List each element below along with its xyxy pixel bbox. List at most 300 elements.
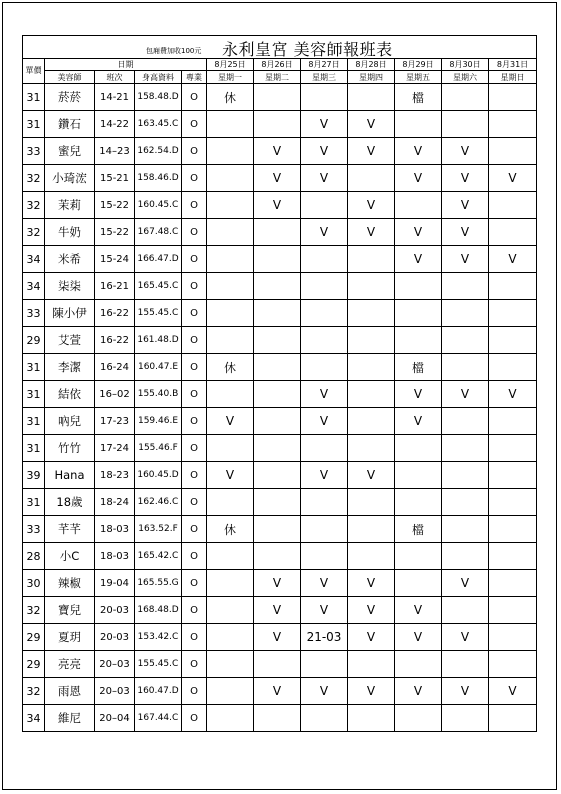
measurements-cell: 155.45.C bbox=[135, 300, 182, 327]
day-cell bbox=[348, 489, 395, 516]
day-cell: V bbox=[348, 624, 395, 651]
day-cell: 21-03 bbox=[301, 624, 348, 651]
special-cell: O bbox=[182, 138, 207, 165]
rate-cell: 32 bbox=[23, 597, 45, 624]
rate-header: 單價 bbox=[23, 59, 45, 84]
day-cell: V bbox=[442, 246, 489, 273]
day-cell: V bbox=[254, 624, 301, 651]
subtitle: 包廂費加收100元 bbox=[146, 47, 202, 55]
special-cell: O bbox=[182, 327, 207, 354]
day-cell: V bbox=[442, 624, 489, 651]
date-header: 8月29日 bbox=[395, 59, 442, 71]
day-cell: V bbox=[442, 381, 489, 408]
measurements-cell: 166.47.D bbox=[135, 246, 182, 273]
day-cell bbox=[348, 381, 395, 408]
measurements-cell: 160.45.C bbox=[135, 192, 182, 219]
day-cell bbox=[395, 435, 442, 462]
shift-cell: 15-21 bbox=[95, 165, 135, 192]
day-cell bbox=[442, 327, 489, 354]
special-cell: O bbox=[182, 543, 207, 570]
rate-cell: 31 bbox=[23, 489, 45, 516]
day-cell bbox=[442, 705, 489, 732]
day-cell: V bbox=[254, 138, 301, 165]
rate-cell: 31 bbox=[23, 111, 45, 138]
day-cell bbox=[489, 597, 537, 624]
rate-cell: 30 bbox=[23, 570, 45, 597]
day-cell bbox=[207, 651, 254, 678]
day-cell: V bbox=[489, 246, 537, 273]
day-cell bbox=[207, 273, 254, 300]
day-cell: 檔 bbox=[395, 84, 442, 111]
day-cell bbox=[301, 489, 348, 516]
name-cell: 吶兒 bbox=[45, 408, 95, 435]
rate-cell: 31 bbox=[23, 84, 45, 111]
measurements-cell: 160.45.D bbox=[135, 462, 182, 489]
name-cell: 牛奶 bbox=[45, 219, 95, 246]
day-cell bbox=[207, 165, 254, 192]
day-cell bbox=[395, 570, 442, 597]
day-cell: V bbox=[395, 381, 442, 408]
day-cell bbox=[348, 84, 395, 111]
day-cell: V bbox=[348, 192, 395, 219]
rate-cell: 32 bbox=[23, 165, 45, 192]
day-cell bbox=[254, 111, 301, 138]
special-cell: O bbox=[182, 408, 207, 435]
shift-cell: 14-22 bbox=[95, 111, 135, 138]
table-row bbox=[23, 84, 537, 111]
table-row bbox=[23, 381, 537, 408]
name-cell: 竹竹 bbox=[45, 435, 95, 462]
day-cell: V bbox=[348, 219, 395, 246]
rate-cell: 31 bbox=[23, 381, 45, 408]
day-cell bbox=[301, 246, 348, 273]
special-cell: O bbox=[182, 381, 207, 408]
day-cell bbox=[207, 570, 254, 597]
day-cell bbox=[207, 435, 254, 462]
day-cell bbox=[254, 354, 301, 381]
rate-cell: 34 bbox=[23, 705, 45, 732]
special-cell: O bbox=[182, 678, 207, 705]
table-row bbox=[23, 192, 537, 219]
table-row bbox=[23, 111, 537, 138]
day-cell bbox=[207, 111, 254, 138]
day-cell bbox=[489, 219, 537, 246]
table-row bbox=[23, 327, 537, 354]
shift-cell: 14-21 bbox=[95, 84, 135, 111]
day-cell: V bbox=[489, 678, 537, 705]
day-cell: V bbox=[254, 597, 301, 624]
special-cell: O bbox=[182, 570, 207, 597]
name-cell: 芊芊 bbox=[45, 516, 95, 543]
measurements-cell: 163.45.C bbox=[135, 111, 182, 138]
header-row-columns bbox=[23, 71, 537, 84]
day-cell: V bbox=[395, 597, 442, 624]
day-cell: 休 bbox=[207, 84, 254, 111]
day-cell bbox=[395, 489, 442, 516]
day-cell: V bbox=[442, 165, 489, 192]
day-cell bbox=[395, 705, 442, 732]
day-cell: V bbox=[395, 246, 442, 273]
day-cell bbox=[207, 624, 254, 651]
name-cell: 米希 bbox=[45, 246, 95, 273]
day-cell bbox=[489, 273, 537, 300]
page-title: 永利皇宮 美容師報班表 bbox=[222, 40, 393, 59]
shift-cell: 20-03 bbox=[95, 597, 135, 624]
day-cell bbox=[254, 705, 301, 732]
table-row bbox=[23, 273, 537, 300]
measurements-cell: 163.52.F bbox=[135, 516, 182, 543]
day-cell bbox=[348, 543, 395, 570]
name-cell: 蜜兒 bbox=[45, 138, 95, 165]
rate-cell: 33 bbox=[23, 300, 45, 327]
day-cell bbox=[254, 246, 301, 273]
day-cell bbox=[395, 327, 442, 354]
schedule-table bbox=[22, 35, 537, 732]
day-cell bbox=[395, 192, 442, 219]
day-cell bbox=[348, 408, 395, 435]
name-cell: 亮亮 bbox=[45, 651, 95, 678]
day-cell bbox=[442, 111, 489, 138]
day-cell bbox=[301, 273, 348, 300]
day-cell: V bbox=[254, 570, 301, 597]
day-cell bbox=[348, 354, 395, 381]
shift-cell: 15-22 bbox=[95, 219, 135, 246]
day-cell: V bbox=[254, 678, 301, 705]
measurements-cell: 161.48.D bbox=[135, 327, 182, 354]
day-cell bbox=[254, 516, 301, 543]
day-cell: V bbox=[348, 111, 395, 138]
day-cell bbox=[489, 462, 537, 489]
day-cell: V bbox=[442, 138, 489, 165]
name-cell: 小C bbox=[45, 543, 95, 570]
day-cell bbox=[442, 300, 489, 327]
day-cell: V bbox=[395, 219, 442, 246]
special-cell: O bbox=[182, 489, 207, 516]
weekday-header: 星期二 bbox=[254, 71, 301, 84]
day-cell: V bbox=[348, 678, 395, 705]
name-cell: 維尼 bbox=[45, 705, 95, 732]
day-cell bbox=[395, 273, 442, 300]
day-cell bbox=[489, 408, 537, 435]
measurements-cell: 155.46.F bbox=[135, 435, 182, 462]
name-cell: 結依 bbox=[45, 381, 95, 408]
day-cell: V bbox=[301, 408, 348, 435]
table-row bbox=[23, 570, 537, 597]
day-cell: V bbox=[301, 570, 348, 597]
day-cell: V bbox=[301, 165, 348, 192]
shift-cell: 18-23 bbox=[95, 462, 135, 489]
shift-cell: 18-03 bbox=[95, 516, 135, 543]
day-cell bbox=[301, 354, 348, 381]
day-cell bbox=[301, 84, 348, 111]
rate-cell: 31 bbox=[23, 435, 45, 462]
day-cell bbox=[442, 462, 489, 489]
day-cell bbox=[489, 138, 537, 165]
rate-cell: 34 bbox=[23, 273, 45, 300]
table-row bbox=[23, 138, 537, 165]
rate-cell: 29 bbox=[23, 624, 45, 651]
day-cell bbox=[254, 300, 301, 327]
rate-cell: 39 bbox=[23, 462, 45, 489]
day-cell bbox=[254, 543, 301, 570]
day-cell bbox=[207, 489, 254, 516]
day-cell: V bbox=[301, 111, 348, 138]
shift-cell: 15-24 bbox=[95, 246, 135, 273]
rate-cell: 29 bbox=[23, 651, 45, 678]
special-cell: O bbox=[182, 246, 207, 273]
table-row bbox=[23, 462, 537, 489]
special-cell: O bbox=[182, 705, 207, 732]
day-cell: V bbox=[348, 462, 395, 489]
day-cell bbox=[395, 543, 442, 570]
day-cell: V bbox=[395, 624, 442, 651]
day-cell bbox=[207, 246, 254, 273]
table-row bbox=[23, 246, 537, 273]
day-cell bbox=[207, 300, 254, 327]
measurements-cell: 159.46.E bbox=[135, 408, 182, 435]
shift-cell: 18-24 bbox=[95, 489, 135, 516]
name-cell: 菸菸 bbox=[45, 84, 95, 111]
measurements-cell: 153.42.C bbox=[135, 624, 182, 651]
date-header: 8月27日 bbox=[301, 59, 348, 71]
special-cell: O bbox=[182, 111, 207, 138]
special-cell: O bbox=[182, 624, 207, 651]
special-cell: O bbox=[182, 516, 207, 543]
table-row bbox=[23, 354, 537, 381]
day-cell bbox=[207, 327, 254, 354]
day-cell bbox=[301, 651, 348, 678]
day-cell: V bbox=[301, 597, 348, 624]
day-cell: 休 bbox=[207, 354, 254, 381]
day-cell: 檔 bbox=[395, 354, 442, 381]
day-cell bbox=[207, 192, 254, 219]
day-cell bbox=[489, 84, 537, 111]
day-cell bbox=[348, 435, 395, 462]
day-cell bbox=[395, 462, 442, 489]
name-cell: 陳小伊 bbox=[45, 300, 95, 327]
day-cell: V bbox=[207, 462, 254, 489]
table-row bbox=[23, 300, 537, 327]
day-cell bbox=[254, 219, 301, 246]
special-cell: O bbox=[182, 462, 207, 489]
special-cell: O bbox=[182, 354, 207, 381]
day-cell bbox=[301, 543, 348, 570]
day-cell bbox=[489, 327, 537, 354]
shift-cell: 16-24 bbox=[95, 354, 135, 381]
day-cell bbox=[301, 300, 348, 327]
day-cell bbox=[489, 624, 537, 651]
day-cell: 休 bbox=[207, 516, 254, 543]
measurements-cell: 155.45.C bbox=[135, 651, 182, 678]
shift-cell: 18-03 bbox=[95, 543, 135, 570]
day-cell: 檔 bbox=[395, 516, 442, 543]
measurements-cell: 168.48.D bbox=[135, 597, 182, 624]
measurements-cell: 165.45.C bbox=[135, 273, 182, 300]
special-cell: O bbox=[182, 597, 207, 624]
rate-cell: 31 bbox=[23, 408, 45, 435]
day-cell bbox=[489, 489, 537, 516]
rate-cell: 28 bbox=[23, 543, 45, 570]
rate-cell: 33 bbox=[23, 138, 45, 165]
measurements-cell: 162.54.D bbox=[135, 138, 182, 165]
day-cell: V bbox=[442, 192, 489, 219]
table-row bbox=[23, 165, 537, 192]
table-row bbox=[23, 489, 537, 516]
special-cell: O bbox=[182, 651, 207, 678]
day-cell bbox=[207, 597, 254, 624]
name-cell: 辣椒 bbox=[45, 570, 95, 597]
rate-cell: 31 bbox=[23, 354, 45, 381]
table-row bbox=[23, 408, 537, 435]
day-cell bbox=[442, 435, 489, 462]
name-cell: 鑽石 bbox=[45, 111, 95, 138]
rate-cell: 29 bbox=[23, 327, 45, 354]
table-row bbox=[23, 543, 537, 570]
day-cell: V bbox=[301, 381, 348, 408]
rate-cell: 34 bbox=[23, 246, 45, 273]
date-header: 8月31日 bbox=[489, 59, 537, 71]
table-row bbox=[23, 705, 537, 732]
special-cell: O bbox=[182, 84, 207, 111]
shift-cell: 16–02 bbox=[95, 381, 135, 408]
day-cell bbox=[254, 651, 301, 678]
shift-cell: 20–03 bbox=[95, 651, 135, 678]
table-row bbox=[23, 678, 537, 705]
shift-cell: 17-23 bbox=[95, 408, 135, 435]
table-row bbox=[23, 435, 537, 462]
day-cell: V bbox=[348, 597, 395, 624]
table-row bbox=[23, 597, 537, 624]
day-cell bbox=[348, 705, 395, 732]
day-cell bbox=[442, 543, 489, 570]
special-cell: O bbox=[182, 273, 207, 300]
day-cell bbox=[301, 192, 348, 219]
date-header: 8月28日 bbox=[348, 59, 395, 71]
day-cell bbox=[254, 84, 301, 111]
day-cell bbox=[489, 111, 537, 138]
day-cell bbox=[348, 273, 395, 300]
day-cell bbox=[489, 192, 537, 219]
shift-cell: 20–04 bbox=[95, 705, 135, 732]
shift-cell: 16-22 bbox=[95, 327, 135, 354]
date-group-header: 日期 bbox=[45, 59, 207, 71]
day-cell bbox=[348, 300, 395, 327]
day-cell bbox=[395, 651, 442, 678]
special-cell: O bbox=[182, 300, 207, 327]
shift-cell: 14–23 bbox=[95, 138, 135, 165]
day-cell bbox=[254, 435, 301, 462]
day-cell: V bbox=[207, 408, 254, 435]
table-row bbox=[23, 651, 537, 678]
rate-cell: 32 bbox=[23, 192, 45, 219]
measurements-cell: 155.40.B bbox=[135, 381, 182, 408]
name-header: 美容師 bbox=[45, 71, 95, 84]
shift-cell: 20-03 bbox=[95, 624, 135, 651]
day-cell: V bbox=[254, 192, 301, 219]
day-cell: V bbox=[489, 381, 537, 408]
day-cell bbox=[442, 651, 489, 678]
day-cell bbox=[489, 516, 537, 543]
measurements-cell: 158.46.D bbox=[135, 165, 182, 192]
measurements-cell: 160.47.E bbox=[135, 354, 182, 381]
day-cell bbox=[489, 543, 537, 570]
weekday-header: 星期一 bbox=[207, 71, 254, 84]
rate-cell: 32 bbox=[23, 678, 45, 705]
special-cell: O bbox=[182, 435, 207, 462]
day-cell: V bbox=[301, 138, 348, 165]
date-header: 8月25日 bbox=[207, 59, 254, 71]
day-cell bbox=[442, 489, 489, 516]
table-row bbox=[23, 624, 537, 651]
day-cell bbox=[348, 516, 395, 543]
measurements-cell: 165.55.G bbox=[135, 570, 182, 597]
day-cell bbox=[207, 705, 254, 732]
weekday-header: 星期日 bbox=[489, 71, 537, 84]
day-cell: V bbox=[348, 570, 395, 597]
day-cell: V bbox=[301, 462, 348, 489]
name-cell: 艾萱 bbox=[45, 327, 95, 354]
day-cell bbox=[348, 651, 395, 678]
measurements-cell: 162.46.C bbox=[135, 489, 182, 516]
shift-cell: 20–03 bbox=[95, 678, 135, 705]
day-cell bbox=[254, 381, 301, 408]
day-cell: V bbox=[489, 165, 537, 192]
day-cell bbox=[207, 381, 254, 408]
day-cell bbox=[442, 354, 489, 381]
day-cell bbox=[301, 435, 348, 462]
title-row bbox=[23, 36, 537, 59]
day-cell: V bbox=[301, 678, 348, 705]
special-cell: O bbox=[182, 219, 207, 246]
day-cell: V bbox=[395, 408, 442, 435]
day-cell bbox=[442, 273, 489, 300]
day-cell bbox=[254, 327, 301, 354]
table-row bbox=[23, 516, 537, 543]
measurements-cell: 165.42.C bbox=[135, 543, 182, 570]
special-header: 專業 bbox=[182, 71, 207, 84]
day-cell bbox=[207, 543, 254, 570]
name-cell: 茉莉 bbox=[45, 192, 95, 219]
day-cell bbox=[207, 138, 254, 165]
day-cell bbox=[254, 489, 301, 516]
name-cell: 18歲 bbox=[45, 489, 95, 516]
shift-cell: 16-21 bbox=[95, 273, 135, 300]
day-cell bbox=[489, 300, 537, 327]
day-cell bbox=[207, 678, 254, 705]
shift-header: 班次 bbox=[95, 71, 135, 84]
name-cell: 柒柒 bbox=[45, 273, 95, 300]
date-header: 8月26日 bbox=[254, 59, 301, 71]
day-cell bbox=[254, 462, 301, 489]
day-cell: V bbox=[442, 219, 489, 246]
day-cell bbox=[254, 408, 301, 435]
measurements-cell: 167.44.C bbox=[135, 705, 182, 732]
day-cell bbox=[348, 165, 395, 192]
name-cell: 李潔 bbox=[45, 354, 95, 381]
day-cell: V bbox=[254, 165, 301, 192]
day-cell bbox=[489, 705, 537, 732]
day-cell bbox=[489, 354, 537, 381]
day-cell: V bbox=[395, 165, 442, 192]
day-cell: V bbox=[442, 570, 489, 597]
date-header: 8月30日 bbox=[442, 59, 489, 71]
day-cell bbox=[442, 84, 489, 111]
day-cell bbox=[254, 273, 301, 300]
measurements-cell: 158.48.D bbox=[135, 84, 182, 111]
rate-cell: 32 bbox=[23, 219, 45, 246]
weekday-header: 星期四 bbox=[348, 71, 395, 84]
name-cell: 雨恩 bbox=[45, 678, 95, 705]
